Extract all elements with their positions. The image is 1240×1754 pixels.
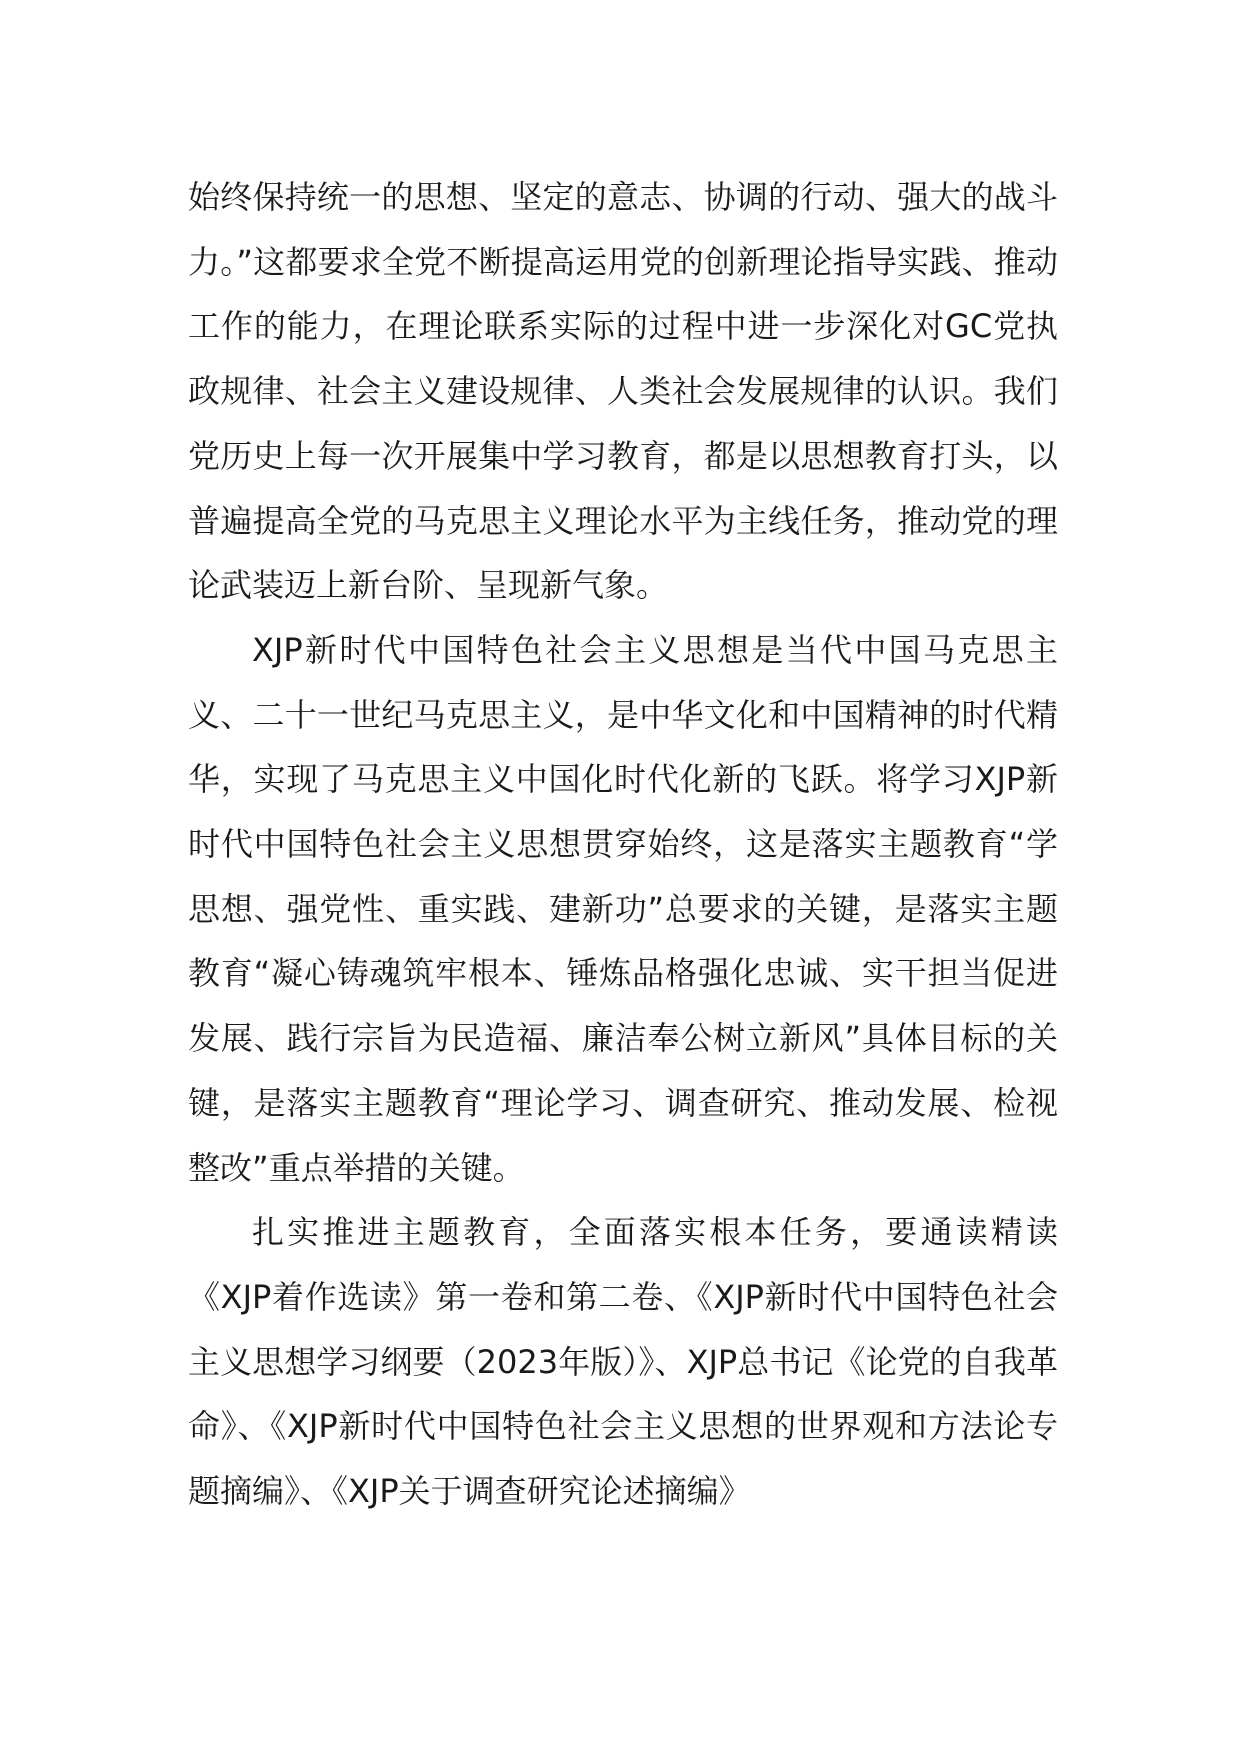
paragraph-reading-list: 扎实推进主题教育，全面落实根本任务，要通读精读《XJP着作选读》第一卷和第二卷、《XJP新时代中国特色社会主义思想学习纲要（2023年版）》、XJP总书记《论党的自我革命》、《XJP新时代中国特色社会主义思想的世界观和方法论专题摘编》、《XJP关于调查研究论述摘编》 [188,1213,1058,1511]
paragraph-xjp-thought: XJP新时代中国特色社会主义思想是当代中国马克思主义、二十一世纪马克思主义，是中华文化和中国精神的时代精华，实现了马克思主义中国化时代化新的飞跃。将学习XJP新时代中国特色社会主义思想贯穿始终，这是落实主题教育“学思想、强党性、重实践、建新功”总要求的关键，是落实主题教育“凝心铸魂筑牢根本、锤炼品格强化忠诚、实干担当促进发展、践行宗旨为民造福、廉洁奉公树立新风”具体目标的关键，是落实主题教育“理论学习、调查研究、推动发展、检视整改”重点举措的关键。 [188,630,1058,1187]
paragraph-continuation: 始终保持统一的思想、坚定的意志、协调的行动、强大的战斗力。”这都要求全党不断提高运用党的创新理论指导实践、推动工作的能力，在理论联系实际的过程中进一步深化对GC党执政规律、社会主义建设规律、人类社会发展规律的认识。我们党历史上每一次开展集中学习教育，都是以思想教育打头，以普遍提高全党的马克思主义理论水平为主线任务，推动党的理论武装迈上新台阶、呈现新气象。 [188,178,1058,605]
document-body [188,165,1058,1524]
